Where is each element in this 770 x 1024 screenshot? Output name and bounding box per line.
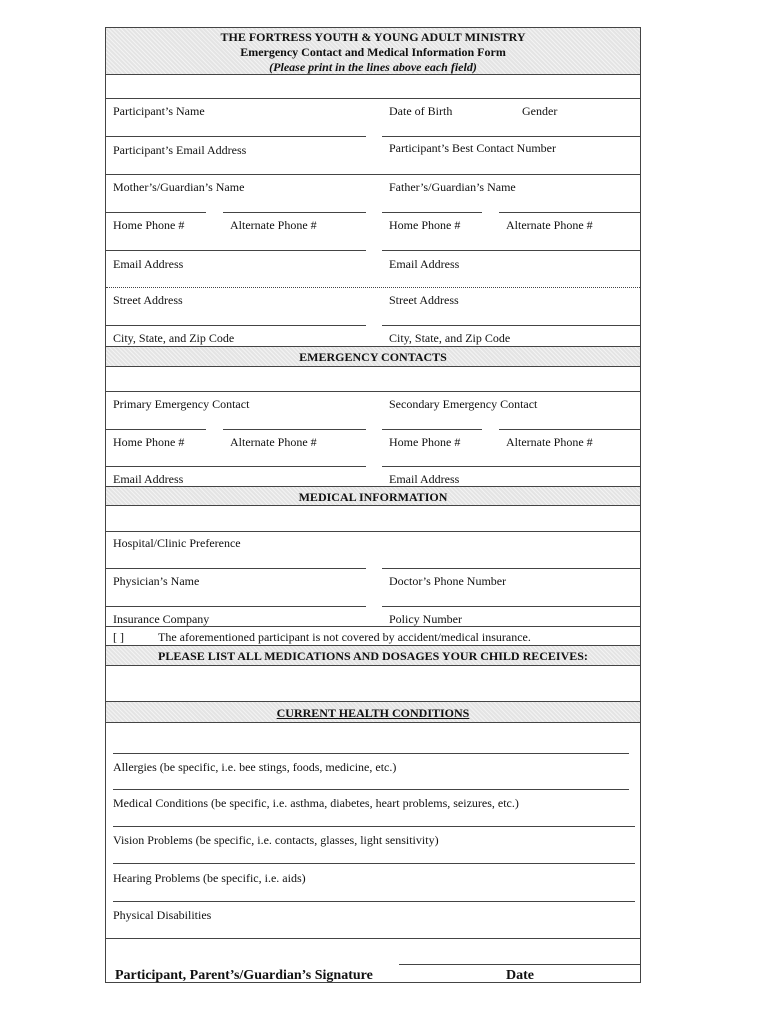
- father-home-phone-label: Home Phone #: [389, 218, 461, 232]
- mother-home-phone-label: Home Phone #: [113, 218, 185, 232]
- hearing-label: Hearing Problems (be specific, i.e. aids): [113, 871, 306, 885]
- doctor-phone-line[interactable]: [382, 568, 640, 569]
- medical-heading-bottom: [106, 505, 640, 506]
- father-name-label: Father’s/Guardian’s Name: [389, 180, 516, 194]
- mother-name-label: Mother’s/Guardian’s Name: [113, 180, 245, 194]
- not-covered-checkbox[interactable]: [ ]: [113, 630, 124, 644]
- mother-city-line[interactable]: [106, 325, 366, 326]
- secondary-email-line[interactable]: [382, 466, 640, 467]
- gender-label: Gender: [522, 104, 558, 118]
- medications-heading: PLEASE LIST ALL MEDICATIONS AND DOSAGES YOUR CHILD RECEIVES:: [158, 649, 588, 663]
- org-title: THE FORTRESS YOUTH & YOUNG ADULT MINISTRY: [220, 30, 526, 44]
- mother-city-label: City, State, and Zip Code: [113, 331, 235, 345]
- form-title: Emergency Contact and Medical Information Form: [240, 45, 506, 59]
- signature-label: Participant, Parent’s/Guardian’s Signature: [115, 968, 373, 983]
- hospital-row-tick: [640, 548, 641, 570]
- street-line[interactable]: [106, 287, 640, 288]
- physician-line[interactable]: [106, 568, 366, 569]
- participant-name-line[interactable]: [106, 98, 640, 99]
- father-city-label: City, State, and Zip Code: [389, 331, 511, 345]
- father-email-line[interactable]: [382, 250, 640, 251]
- medical-conditions-label: Medical Conditions (be specific, i.e. asthma, diabetes, heart problems, seizures, etc.): [113, 796, 519, 810]
- not-covered-label: The aforementioned participant is not covered by accident/medical insurance.: [158, 630, 531, 644]
- medications-heading-bottom: [106, 665, 640, 666]
- father-email-label: Email Address: [389, 257, 460, 271]
- form-instructions: (Please print in the lines above each field): [269, 60, 477, 74]
- vision-line[interactable]: [113, 826, 635, 827]
- medical-heading: MEDICAL INFORMATION: [298, 490, 448, 504]
- secondary-email-label: Email Address: [389, 472, 460, 486]
- father-city-line[interactable]: [382, 325, 640, 326]
- best-contact-line[interactable]: [382, 136, 640, 137]
- not-covered-top-line: [106, 626, 640, 627]
- allergies-label: Allergies (be specific, i.e. bee stings, foods, medicine, etc.): [113, 760, 397, 774]
- secondary-alt-phone-line[interactable]: [499, 429, 640, 430]
- best-contact-label: Participant’s Best Contact Number: [389, 141, 556, 155]
- primary-alt-phone-line[interactable]: [223, 429, 366, 430]
- date-label: Date: [506, 968, 534, 983]
- medical-conditions-line[interactable]: [113, 789, 629, 790]
- medical-form: [105, 27, 641, 983]
- participant-email-label: Participant’s Email Address: [113, 143, 247, 157]
- primary-home-phone-line[interactable]: [106, 429, 206, 430]
- health-heading-bottom: [106, 722, 640, 723]
- hospital-line[interactable]: [106, 531, 640, 532]
- vision-label: Vision Problems (be specific, i.e. contacts, glasses, light sensitivity): [113, 833, 439, 847]
- secondary-contact-label: Secondary Emergency Contact: [389, 397, 538, 411]
- hospital-label: Hospital/Clinic Preference: [113, 536, 241, 550]
- participant-name-label: Participant’s Name: [113, 104, 205, 118]
- primary-home-phone-label: Home Phone #: [113, 435, 185, 449]
- father-alt-phone-label: Alternate Phone #: [506, 218, 593, 232]
- physical-entry-line[interactable]: [106, 938, 640, 939]
- father-home-phone-line[interactable]: [382, 212, 482, 213]
- mother-home-phone-line[interactable]: [106, 212, 206, 213]
- father-street-label: Street Address: [389, 293, 459, 307]
- primary-contact-label: Primary Emergency Contact: [113, 397, 250, 411]
- policy-label: Policy Number: [389, 612, 462, 626]
- father-alt-phone-line[interactable]: [499, 212, 640, 213]
- physical-line[interactable]: [113, 901, 635, 902]
- health-heading: CURRENT HEALTH CONDITIONS: [276, 706, 470, 720]
- hearing-line[interactable]: [113, 863, 635, 864]
- emergency-contact-line[interactable]: [106, 391, 640, 392]
- doctor-phone-label: Doctor’s Phone Number: [389, 574, 507, 588]
- date-line[interactable]: [399, 964, 640, 965]
- mother-email-line[interactable]: [106, 250, 366, 251]
- physician-label: Physician’s Name: [113, 574, 200, 588]
- mother-street-label: Street Address: [113, 293, 183, 307]
- primary-alt-phone-label: Alternate Phone #: [230, 435, 317, 449]
- mother-alt-phone-label: Alternate Phone #: [230, 218, 317, 232]
- insurance-label: Insurance Company: [113, 612, 210, 626]
- policy-line[interactable]: [382, 606, 640, 607]
- physical-label: Physical Disabilities: [113, 908, 212, 922]
- insurance-line[interactable]: [106, 606, 366, 607]
- secondary-alt-phone-label: Alternate Phone #: [506, 435, 593, 449]
- emergency-heading-bottom: [106, 366, 640, 367]
- primary-email-label: Email Address: [113, 472, 184, 486]
- secondary-home-phone-label: Home Phone #: [389, 435, 461, 449]
- emergency-heading: EMERGENCY CONTACTS: [299, 350, 447, 364]
- mother-email-label: Email Address: [113, 257, 184, 271]
- secondary-home-phone-line[interactable]: [382, 429, 482, 430]
- primary-email-line[interactable]: [106, 466, 366, 467]
- mother-alt-phone-line[interactable]: [223, 212, 366, 213]
- guardian-name-line[interactable]: [106, 174, 640, 175]
- participant-email-line[interactable]: [106, 136, 366, 137]
- header-divider: [106, 74, 640, 75]
- allergies-line[interactable]: [113, 753, 629, 754]
- dob-label: Date of Birth: [389, 104, 453, 118]
